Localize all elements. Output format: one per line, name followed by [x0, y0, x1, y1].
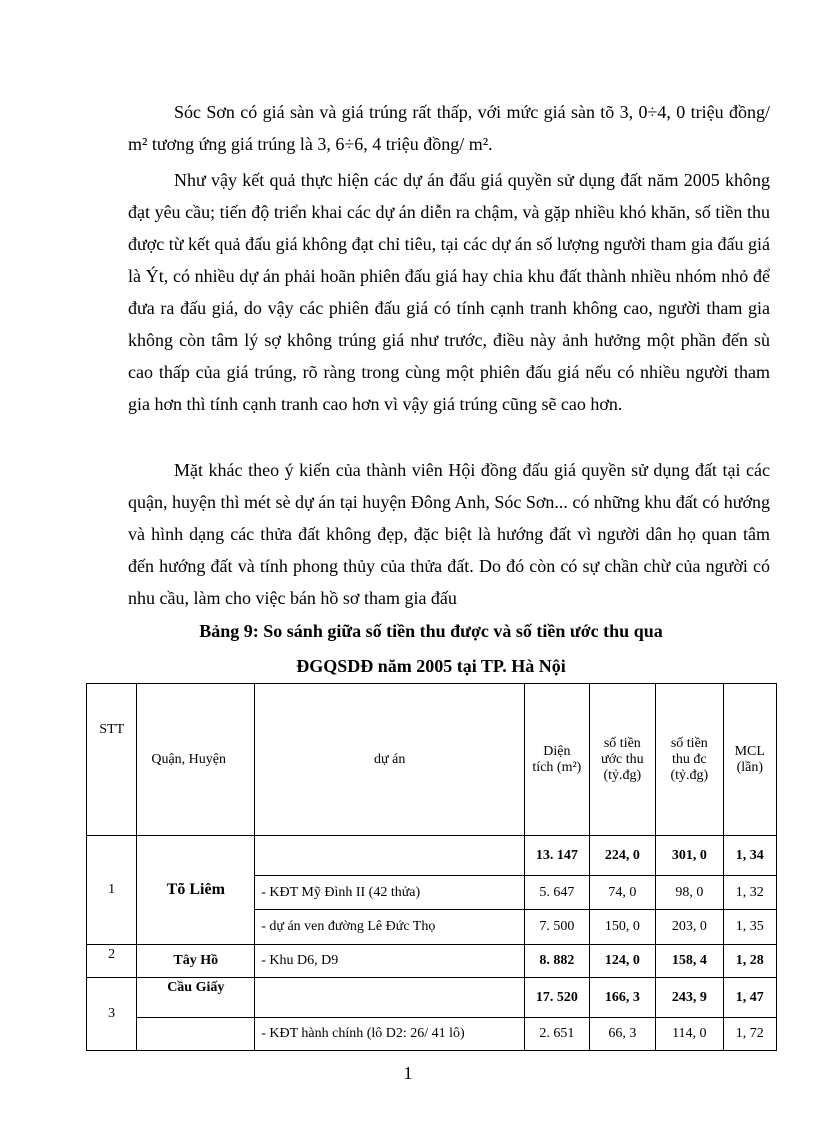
- row-1a-collected: 98, 0: [656, 876, 723, 910]
- row-3a-area: 2. 651: [525, 1018, 589, 1051]
- table-row: [87, 1018, 777, 1051]
- row-1a-area: 5. 647: [525, 876, 589, 910]
- row-1a-estimated: 74, 0: [589, 876, 655, 910]
- row-3-stt: 3: [87, 978, 137, 1051]
- row-1-area: 13. 147: [525, 836, 589, 876]
- row-2-stt: 2: [87, 945, 137, 978]
- paragraph-1-text: Sóc Sơn có giá sàn và giá trúng rất thấp, với mức giá sàn tõ 3, 0÷4, 0 triệu đồng/ m² tương ứng giá trúng là 3, 6÷6, 4 triệu đồng/ m².: [128, 102, 770, 154]
- row-3-district: Cầu Giấy: [137, 978, 255, 1018]
- paragraph-2: [128, 164, 770, 420]
- header-district: Quận, Huyện: [137, 684, 255, 836]
- row-1a-mcl: 1, 32: [723, 876, 776, 910]
- row-1-estimated: 224, 0: [589, 836, 655, 876]
- row-2-area: 8. 882: [525, 945, 589, 978]
- row-1b-collected: 203, 0: [656, 910, 723, 945]
- header-collected: số tiền thu đc (tỷ.đg): [656, 684, 723, 836]
- row-3-mcl: 1, 47: [723, 978, 776, 1018]
- row-3-project: [255, 978, 525, 1018]
- page-number: 1: [403, 1063, 413, 1083]
- paragraph-3: [128, 454, 770, 614]
- table-header-row: [87, 684, 777, 836]
- row-3-estimated: 166, 3: [589, 978, 655, 1018]
- header-mcl: MCL (lần): [723, 684, 776, 836]
- table-row: [87, 836, 777, 876]
- row-3a-estimated: 66, 3: [589, 1018, 655, 1051]
- row-1b-estimated: 150, 0: [589, 910, 655, 945]
- row-1-district: Tõ Liêm: [137, 836, 255, 945]
- paragraph-2-text: Như vậy kết quả thực hiện các dự án đấu giá quyền sử dụng đất năm 2005 không đạt yêu cầu; tiến độ triển khai các dự án diễn ra chậm, và gặp nhiều khó khăn, số tiền thu được từ kết quả đấu giá không đạt chỉ tiêu, tại các dự án số lượng người tham gia đấu giá là Ýt, có nhiều dự án phải hoãn phiên đấu giá hay chia khu đất thành nhiều nhóm nhỏ để đưa ra đấu giá, do vậy các phiên đấu giá có tính cạnh tranh không cao, người tham gia không còn tâm lý sợ không trúng giá như trước, điều này ảnh hưởng một phần đến sù cao thấp của giá trúng, rõ ràng trong cùng một phiên đấu giá nếu có nhiều người tham gia hơn thì tính cạnh tranh cao hơn vì vậy giá trúng cũng sẽ cao hơn.: [128, 170, 770, 414]
- row-1b-area: 7. 500: [525, 910, 589, 945]
- paragraph-1: [128, 96, 770, 160]
- header-area: Diện tích (m²): [525, 684, 589, 836]
- table-caption-line-2: ĐGQSDĐ năm 2005 tại TP. Hà Nội: [296, 656, 566, 676]
- row-1-project: [255, 836, 525, 876]
- comparison-table: [86, 683, 777, 1051]
- row-3a-mcl: 1, 72: [723, 1018, 776, 1051]
- row-3a-project: - KĐT hành chính (lô D2: 26/ 41 lô): [255, 1018, 525, 1051]
- row-2-district: Tây Hồ: [137, 945, 255, 978]
- row-1b-project: - dự án ven đường Lê Đức Thọ: [255, 910, 525, 945]
- row-3a-collected: 114, 0: [656, 1018, 723, 1051]
- row-1-collected: 301, 0: [656, 836, 723, 876]
- row-2-mcl: 1, 28: [723, 945, 776, 978]
- row-2-project: - Khu D6, D9: [255, 945, 525, 978]
- paragraph-3-text: Mặt khác theo ý kiến của thành viên Hội đồng đấu giá quyền sử dụng đất tại các quận, huyện thì mét sè dự án tại huyện Đông Anh, Sóc Sơn... có những khu đất có hướng và hình dạng các thửa đất không đẹp, đặc biệt là hướng đất vì người dân họ quan tâm đến hướng đất và tính phong thủy của thửa đất. Do đó còn có sự chần chừ của người có nhu cầu, làm cho việc bán hồ sơ tham gia đấu: [128, 460, 770, 608]
- row-1b-mcl: 1, 35: [723, 910, 776, 945]
- row-2-collected: 158, 4: [656, 945, 723, 978]
- row-3-area: 17. 520: [525, 978, 589, 1018]
- row-1a-project: - KĐT Mỹ Đình II (42 thửa): [255, 876, 525, 910]
- row-3-collected: 243, 9: [656, 978, 723, 1018]
- table-caption-line-1: Bảng 9: So sánh giữa số tiền thu được và số tiền ước thu qua: [199, 621, 663, 641]
- header-estimated: số tiền ước thu (tỷ.đg): [589, 684, 655, 836]
- header-project: dự án: [255, 684, 525, 836]
- table-row: [87, 978, 777, 1018]
- row-1-stt: 1: [87, 836, 137, 945]
- table-row: [87, 945, 777, 978]
- row-2-estimated: 124, 0: [589, 945, 655, 978]
- row-1-mcl: 1, 34: [723, 836, 776, 876]
- header-stt: STT: [87, 684, 137, 836]
- row-3-district-cont: [137, 1018, 255, 1051]
